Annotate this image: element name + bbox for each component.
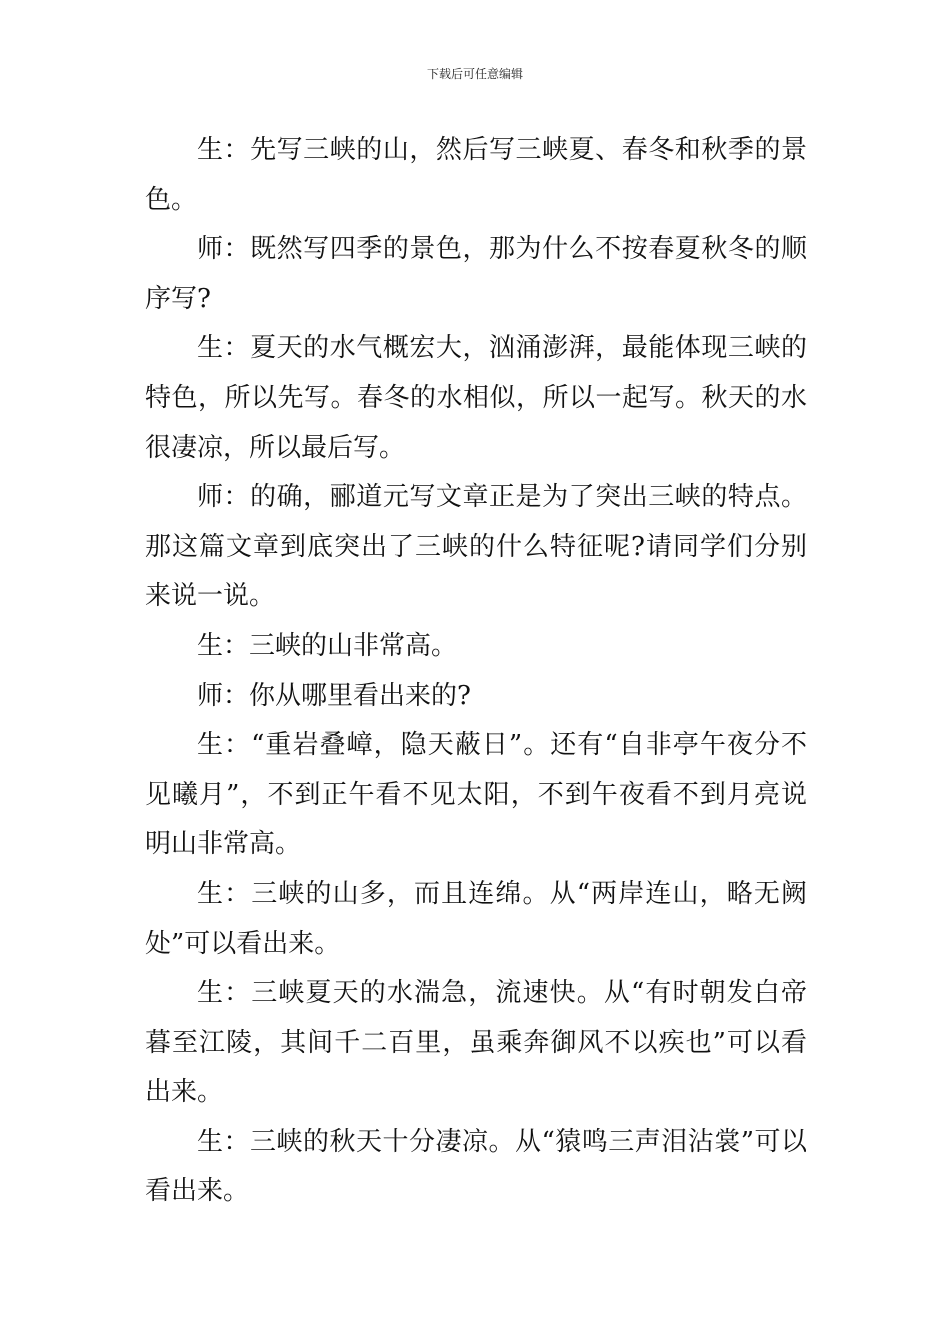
document-body — [145, 126, 807, 1217]
paragraph: 师：的确，郦道元写文章正是为了突出三峡的特点。那这篇文章到底突出了三峡的什么特征呢?请同学们分别来说一说。 — [145, 482, 807, 612]
paragraph: 生：三峡的山非常高。 — [197, 630, 458, 661]
paragraph: 生：先写三峡的山，然后写三峡夏、春冬和秋季的景色。 — [145, 135, 807, 215]
paragraph: 师：你从哪里看出来的? — [197, 680, 471, 711]
paragraph: 师：既然写四季的景色，那为什么不按春夏秋冬的顺序写? — [145, 234, 807, 314]
paragraph: 生：夏天的水气概宏大，汹涌澎湃，最能体现三峡的特色，所以先写。春冬的水相似，所以一起写。秋天的水很凄凉，所以最后写。 — [145, 333, 807, 463]
paragraph: 生：“重岩叠嶂，隐天蔽日”。还有“自非亭午夜分不见曦月”，不到正午看不见太阳，不到午夜看不到月亮说明山非常高。 — [145, 730, 807, 860]
paragraph: 生：三峡的山多，而且连绵。从“两岸连山，略无阙处”可以看出来。 — [145, 878, 807, 959]
page-header: 下载后可任意编辑 — [426, 67, 523, 81]
paragraph: 生：三峡的秋天十分凄凉。从“猿鸣三声泪沾裳”可以看出来。 — [145, 1126, 807, 1207]
paragraph: 生：三峡夏天的水湍急，流速快。从“有时朝发白帝暮至江陵，其间千二百里，虽乘奔御风不以疾也”可以看出来。 — [145, 978, 807, 1108]
